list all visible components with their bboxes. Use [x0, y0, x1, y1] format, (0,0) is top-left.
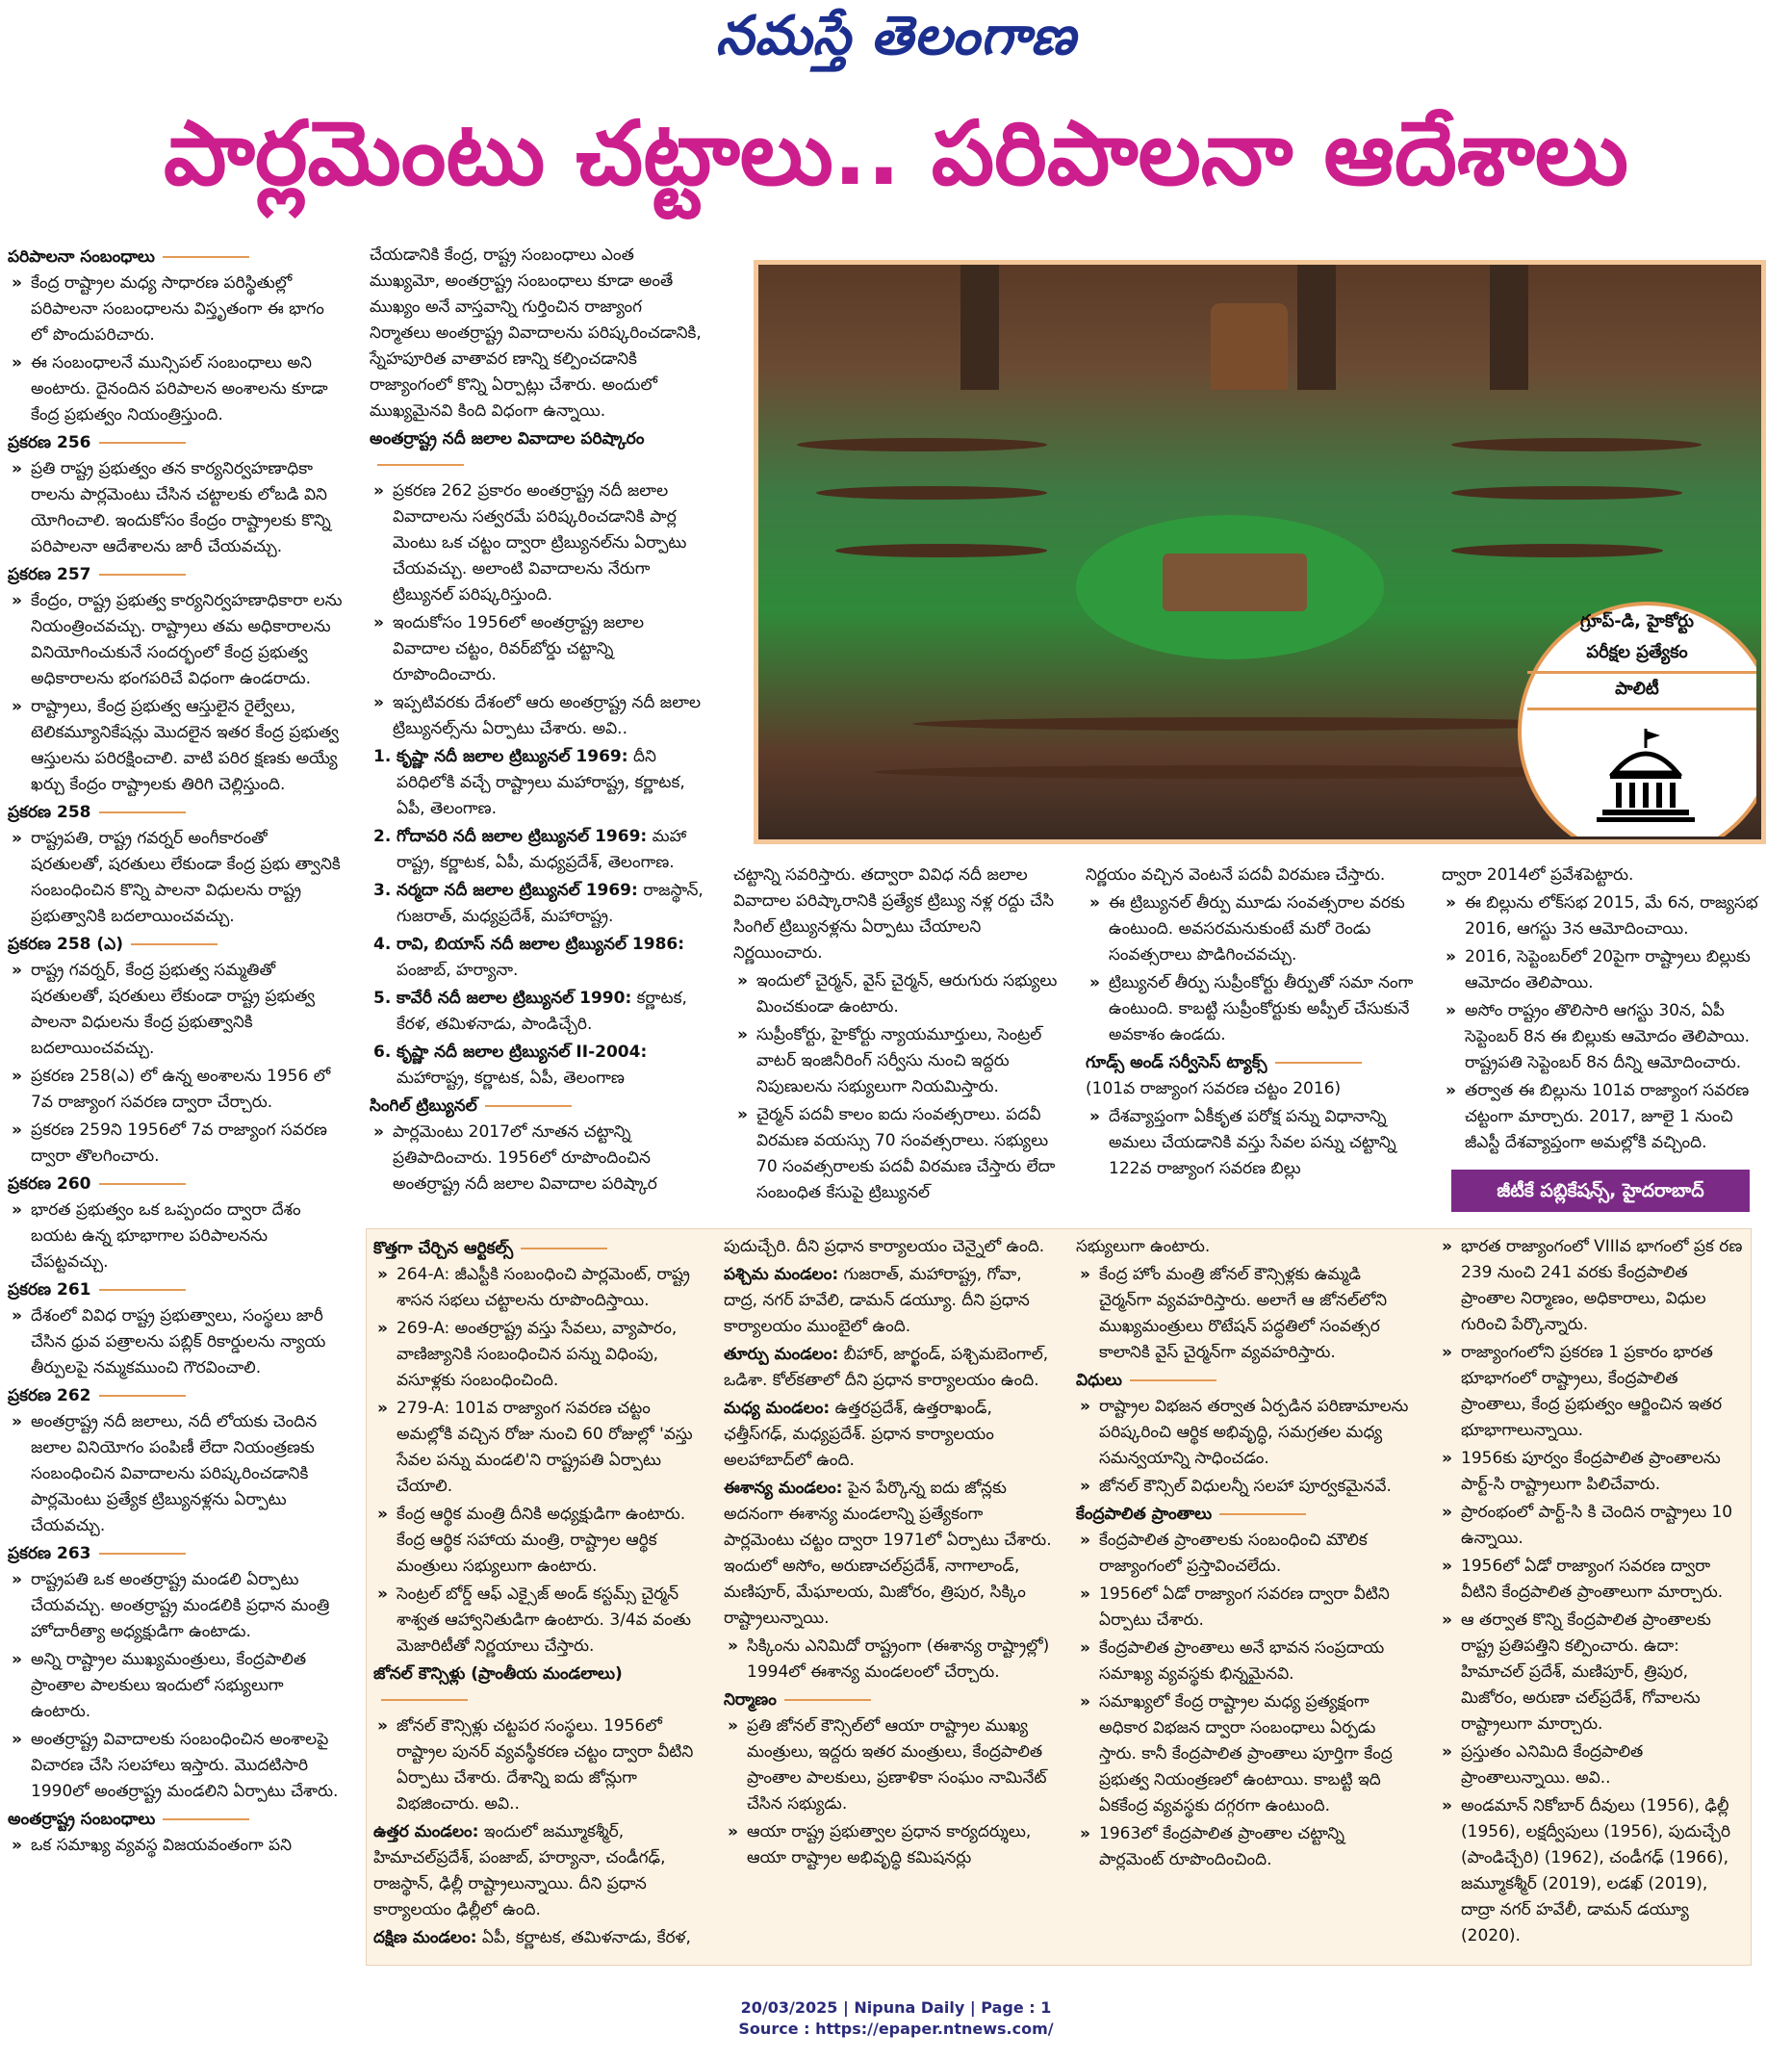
section-rule	[1130, 1379, 1216, 1381]
section-heading	[8, 430, 343, 456]
section-heading	[8, 800, 343, 826]
paragraph-key: దక్షిణ మండలం:	[373, 1928, 477, 1947]
section-heading	[370, 426, 704, 478]
bullet-item: » 1956లో ఏడో రాజ్యాంగ సవరణ ద్వారా వీటిని కేంద్రపాలిత ప్రాంతాలుగా మార్చారు.	[1438, 1554, 1746, 1606]
bullet-item: » సమాఖ్యలో కేంద్ర రాష్ట్రాల మధ్య ప్రత్యక్షంగా అధికార విభజన ద్వారా సంబంధాలు ఏర్పడు స్తారు. కానీ కేంద్రపాలిత ప్రాంతాలు పూర్తిగా కేంద్ర ప్రభుత్వ నియంత్రణలో ఉంటాయి. కాబట్టి ఇది ఏకకేంద్ర వ్యవస్థకు దగ్గరగా ఉంటుంది.	[1076, 1689, 1411, 1819]
bullet-item: » 2016, సెప్టెంబర్‌లో 20పైగా రాష్ట్రాలు బిల్లుకు ఆమోదం తెలిపాయి.	[1442, 944, 1759, 996]
section-heading-text: ప్రకరణ 256	[8, 433, 91, 452]
item-text: రాజస్థాన్, గుజరాత్, మధ్యప్రదేశ్, మహారాష్ట్ర.	[397, 881, 704, 926]
section-heading	[8, 1172, 343, 1197]
section-rule	[99, 574, 186, 576]
section-heading	[8, 1383, 343, 1409]
item-number: 5.	[373, 989, 392, 1008]
article-column-3	[733, 863, 1068, 1208]
publisher-credit: జీటీకే పబ్లికేషన్స్, హైదరాబాద్	[1451, 1170, 1750, 1212]
section-rule	[1275, 1062, 1362, 1064]
section-heading	[370, 1094, 704, 1120]
bullet-item: » ఒక సమాఖ్య వ్యవస్థ విజయవంతంగా పని	[8, 1833, 343, 1859]
bullet-item: » రాష్ట్రాల విభజన తర్వాత ఏర్పడిన పరిణామాలను పరిష్కరించి ఆర్థిక అభివృద్ధి, సమగ్రతల మధ్య సమన్వయాన్ని సాధించడం.	[1076, 1394, 1411, 1472]
section-heading	[8, 932, 343, 958]
bullet-item: » అండమాన్ నికోబార్ దీవులు (1956), ఢిల్లీ (1956), లక్షద్వీపులు (1956), పుదుచ్చేరి (పాండిచ్చేరి) (1962), చండీగఢ్ (1966), జమ్మూకశ్మీర్ (2019), లడఖ్ (2019), దాద్రా నగర్ హవేలీ, డామన్ డయ్యూ (2020).	[1438, 1793, 1746, 1949]
section-rule	[377, 464, 464, 466]
section-rule	[99, 1395, 186, 1397]
section-heading-text: ప్రకరణ 263	[8, 1544, 91, 1563]
bullet-item: » దేశవ్యాప్తంగా ఏకీకృత పరోక్ష పన్ను విధానాన్ని అమలు చేయడానికి వస్తు సేవల పన్ను చట్టాన్ని 122వ రాజ్యాంగ సవరణ బిల్లు	[1086, 1104, 1421, 1182]
article-column-1	[8, 243, 343, 1861]
numbered-item	[370, 986, 704, 1038]
info-box-column-4	[1438, 1234, 1746, 1951]
bullet-item: » కేంద్ర రాష్ట్రాల మధ్య సాధారణ పరిస్థితుల్లో పరిపాలనా సంబంధాలను విస్తృతంగా ఈ భాగం లో పొందుపరిచారు.	[8, 270, 343, 348]
section-rule	[521, 1248, 607, 1249]
bullet-item: » కేంద్ర హోం మంత్రి జోనల్ కౌన్సిళ్లకు ఉమ్మడి చైర్మన్‌గా వ్యవహరిస్తారు. అలాగే ఆ జోనల్‌లోని ముఖ్యమంత్రులు రొటేషన్ పద్ధతిలో సంవత్సర కాలానికి వైస్ చైర్మన్‌గా వ్యవహరిస్తారు.	[1076, 1262, 1411, 1366]
key-paragraph	[724, 1396, 1053, 1474]
bullet-item: » అంతర్రాష్ట్ర వివాదాలకు సంబంధించిన అంశాలపై విచారణ చేసి సలహాలు ఇస్తారు. మొదటిసారి 1990లో అంతర్రాష్ట్ర మండలిని ఏర్పాటు చేశారు.	[8, 1727, 343, 1805]
section-heading	[8, 562, 343, 588]
section-heading-text: ప్రకరణ 258 (ఎ)	[8, 935, 124, 954]
bullet-item: » ఈ సంబంధాలనే మున్సిపల్ సంబంధాలు అని అంటారు. దైనందిన పరిపాలన అంశాలను కూడా కేంద్ర ప్రభుత్వం నియంత్రిస్తుంది.	[8, 350, 343, 428]
info-box-column-3	[1076, 1234, 1411, 1875]
bullet-item: » భారత రాజ్యాంగంలో VIIIవ భాగంలో ప్రక రణ 239 నుంచి 241 వరకు కేంద్రపాలిత ప్రాంతాల నిర్మాణం, అధికారాలు, విధుల గురించి పేర్కొన్నారు.	[1438, 1234, 1746, 1338]
bullet-item: » 279-A: 101వ రాజ్యాంగ సవరణ చట్టం అమల్లోకి వచ్చిన రోజు నుంచి 60 రోజుల్లో 'వస్తు సేవల పన్ను మండలి'ని రాష్ట్రపతి ఏర్పాటు చేయాలి.	[373, 1396, 703, 1500]
item-number: 3.	[373, 881, 392, 900]
item-text: మహా రాష్ట్ర, కర్ణాటక, ఏపీ, మధ్యప్రదేశ్, తెలంగాణ.	[397, 827, 687, 872]
bullet-item: » ప్రారంభంలో పార్ట్-సి కి చెందిన రాష్ట్రాలు 10 ఉన్నాయి.	[1438, 1500, 1746, 1552]
section-heading-text: ప్రకరణ 261	[8, 1280, 91, 1300]
section-heading	[8, 245, 343, 270]
paragraph: సభ్యులుగా ఉంటారు.	[1076, 1237, 1211, 1256]
bullet-item: » ఆ తర్వాత కొన్ని కేంద్రపాలిత ప్రాంతాలకు రాష్ట్ర ప్రతిపత్తిని కల్పించారు. ఉదా: హిమాచల్ ప్రదేశ్, మణిపూర్, త్రిపుర, మిజోరం, అరుణా చల్‌ప్రదేశ్, గోవాలను రాష్ట్రాలుగా మార్చారు.	[1438, 1608, 1746, 1738]
section-badge	[1518, 602, 1756, 837]
section-heading-text: ప్రకరణ 258	[8, 803, 91, 822]
section-rule	[131, 943, 218, 945]
footer-source-line: Source : https://epaper.ntnews.com/	[738, 2020, 1054, 2038]
item-number: 2.	[373, 827, 392, 846]
section-heading	[1076, 1502, 1411, 1528]
bullet-item: » అంతర్రాష్ట్ర నదీ జలాలు, నదీ లోయకు చెందిన జలాల వినియోగం పంపిణీ లేదా నియంత్రణకు సంబంధించిన వివాదాలను పరిష్కరించడానికి పార్లమెంటు ప్రత్యేక ట్రిబ్యునళ్లను ఏర్పాటు చేయవచ్చు.	[8, 1409, 343, 1539]
bullet-item: » రాష్ట్రపతి ఒక అంతర్రాష్ట్ర మండలి ఏర్పాటు చేయవచ్చు. అంతర్రాష్ట్ర మండలికి ప్రధాన మంత్రి హోదారీత్యా అధ్యక్షుడిగా ఉంటాడు.	[8, 1567, 343, 1645]
bullet-item: » తర్వాత ఈ బిల్లును 101వ రాజ్యాంగ సవరణ చట్టంగా మార్చారు. 2017, జూలై 1 నుంచి జీఎస్టీ దేశవ్యాప్తంగా అమల్లోకి వచ్చింది.	[1442, 1078, 1759, 1156]
key-paragraph	[724, 1476, 1053, 1632]
parliament-building-icon	[1593, 727, 1699, 823]
paragraph: ద్వారా 2014లో ప్రవేశపెట్టారు.	[1442, 865, 1634, 885]
section-rule	[163, 1818, 249, 1820]
bullet-item: » ప్రకరణ 259ని 1956లో 7వ రాజ్యాంగ సవరణ ద్వారా తొలగించారు.	[8, 1118, 343, 1170]
section-heading-text: ప్రకరణ 260	[8, 1174, 91, 1194]
bullet-item: » జోనల్ కౌన్సిళ్లు చట్టపర సంస్థలు. 1956లో రాష్ట్రాల పునర్ వ్యవస్థీకరణ చట్టం ద్వారా వీటిని ఏర్పాటు చేశారు. దేశాన్ని ఐదు జోన్లుగా విభజించారు. అవి..	[373, 1713, 703, 1817]
numbered-item	[370, 932, 704, 984]
bullet-item: » ఆయా రాష్ట్ర ప్రభుత్వాల ప్రధాన కార్యదర్శులు, ఆయా రాష్ట్రాల అభివృద్ధి కమిషనర్లు	[724, 1819, 1053, 1871]
numbered-item	[370, 824, 704, 876]
bullet-item: » ప్రకరణ 262 ప్రకారం అంతర్రాష్ట్ర నదీ జలాల వివాదాలను సత్వరమే పరిష్కరించడానికి పార్ల మెంటు ఒక చట్టం ద్వారా ట్రిబ్యునల్‌ను ఏర్పాటు చేయవచ్చు. అలాంటి వివాదాలను నేరుగా ట్రిబ్యునల్ పరిష్కరిస్తుంది.	[370, 478, 704, 608]
section-heading-text: జోనల్ కౌన్సిళ్లు (ప్రాంతీయ మండలాలు)	[373, 1664, 623, 1684]
bullet-item: » రాజ్యాంగంలోని ప్రకరణ 1 ప్రకారం భారత భూభాగంలో రాష్ట్రాలు, కేంద్రపాలిత ప్రాంతాలు, కేంద్ర ప్రభుత్వం ఆర్జించిన ఇతర భూభాగాలున్నాయి.	[1438, 1340, 1746, 1444]
paragraph-key: ఈశాన్య మండలం:	[724, 1479, 843, 1498]
bullet-item: » ఇందులో చైర్మన్, వైస్ చైర్మన్, ఆరుగురు సభ్యులు మించకుండా ఉంటారు.	[733, 968, 1068, 1020]
footer-date-line: 20/03/2025 | Nipuna Daily | Page : 1	[740, 1998, 1052, 2017]
section-rule	[99, 1289, 186, 1291]
paragraph: చేయడానికి కేంద్ర, రాష్ట్ర సంబంధాలు ఎంత ముఖ్యమో, అంతర్రాష్ట్ర సంబంధాలు కూడా అంతే ముఖ్యం అనే వాస్తవాన్ని గుర్తించిన రాజ్యాంగ నిర్మాతలు అంతర్రాష్ట్ర వివాదాలను పరిష్కరించడానికి, స్నేహపూరిత వాతావర ణాన్ని కల్పించడానికి రాజ్యాంగంలో కొన్ని ఏర్పాట్లు చేశారు. అందులో ముఖ్యమైనవి కింది విధంగా ఉన్నాయి.	[370, 245, 702, 421]
item-key: రావి, బియాస్ నదీ జలాల ట్రిబ్యునల్ 1986:	[397, 935, 685, 954]
section-heading-text: విధులు	[1076, 1371, 1122, 1390]
paragraph-text: ఇందులో జమ్మూకశ్మీర్, హిమాచల్‌ప్రదేశ్, పంజాబ్, హర్యానా, చండీగఢ్, రాజస్థాన్, ఢిల్లీ రాష్ట్రాలున్నాయి. దీని ప్రధాన కార్యాలయం ఢిల్లీలో ఉంది.	[373, 1822, 666, 1919]
article-column-5	[1442, 863, 1759, 1158]
section-heading-text: నిర్మాణం	[724, 1690, 777, 1710]
item-text: కర్ణాటక, కేరళ, తమిళనాడు, పాండిచ్చేరి.	[397, 989, 687, 1034]
section-heading-text: అంతర్రాష్ట్ర సంబంధాలు	[8, 1810, 156, 1829]
badge-line-2: పరీక్షల ప్రత్యేకం	[1586, 642, 1688, 662]
bullet-item: » ఈ ట్రిబ్యునల్ తీర్పు మూడు సంవత్సరాల వరకు ఉంటుంది. అవసరమనుకుంటే మరో రెండు సంవత్సరాలు పొడిగించవచ్చు.	[1086, 890, 1421, 968]
item-key: కృష్ణా నదీ జలాల ట్రిబ్యునల్ II-2004:	[397, 1043, 648, 1062]
section-heading	[8, 1807, 343, 1833]
section-heading	[8, 1541, 343, 1567]
item-number: 4.	[373, 935, 392, 954]
item-key: కృష్ణా నదీ జలాల ట్రిబ్యునల్ 1969:	[397, 747, 628, 766]
section-heading	[1086, 1050, 1421, 1076]
section-rule	[163, 256, 249, 258]
item-text: పంజాబ్, హర్యానా.	[397, 961, 519, 980]
info-box-column-2	[724, 1234, 1053, 1873]
key-paragraph	[373, 1819, 703, 1923]
section-rule	[1219, 1513, 1306, 1515]
bullet-item: » అన్ని రాష్ట్రాల ముఖ్యమంత్రులు, కేంద్రపాలిత ప్రాంతాల పాలకులు ఇందులో సభ్యులుగా ఉంటారు.	[8, 1647, 343, 1725]
paragraph-text: బీహార్, జార్ఖండ్, పశ్చిమబెంగాల్, ఒడిశా. కోల్‌కతాలో దీని ప్రధాన కార్యాలయం ఉంది.	[724, 1345, 1049, 1390]
section-rule	[784, 1699, 871, 1701]
bullet-item: » ప్రతి జోనల్ కౌన్సిల్‌లో ఆయా రాష్ట్రాల ముఖ్య మంత్రులు, ఇద్దరు ఇతర మంత్రులు, కేంద్రపాలిత ప్రాంతాల పాలకులు, ప్రణాళికా సంఘం నామినేట్ చేసిన సభ్యుడు.	[724, 1713, 1053, 1817]
paragraph-key: తూర్పు మండలం:	[724, 1345, 839, 1364]
badge-line-1: గ్రూప్-డి, హైకోర్టు	[1579, 611, 1695, 631]
section-rule	[99, 811, 186, 813]
section-rule	[99, 442, 186, 444]
bullet-item: » పార్లమెంటు 2017లో నూతన చట్టాన్ని ప్రతిపాదించారు. 1956లో రూపొందించిన అంతర్రాష్ట్ర నదీ జలాల వివాదాల పరిష్కార	[370, 1120, 704, 1197]
bullet-item: » ఈ బిల్లును లోక్‌సభ 2015, మే 6న, రాజ్యసభ 2016, ఆగస్టు 3న ఆమోదించాయి.	[1442, 890, 1759, 942]
numbered-item	[370, 878, 704, 930]
bullet-item: » ఇందుకోసం 1956లో అంతర్రాష్ట్ర జలాల వివాదాల చట్టం, రివర్‌బోర్డు చట్టాన్ని రూపొందించారు.	[370, 610, 704, 688]
item-text: దీని పరిధిలోకి వచ్చే రాష్ట్రాలు మహారాష్ట్ర, కర్ణాటక, ఏపీ, తెలంగాణ.	[397, 747, 685, 818]
bullet-item: » అసోం రాష్ట్రం తొలిసారి ఆగస్టు 30న, ఏపీ సెప్టెంబర్ 8న ఈ బిల్లుకు ఆమోదం తెలిపాయి. రాష్ట్రపతి సెప్టెంబర్ 8న దీన్ని ఆమోదించారు.	[1442, 998, 1759, 1076]
section-heading-text: ప్రకరణ 262	[8, 1386, 91, 1405]
section-heading-text: సింగిల్ ట్రిబ్యునల్	[370, 1096, 477, 1116]
item-number: 1.	[373, 747, 392, 766]
info-box-column-1	[373, 1234, 703, 1953]
bullet-item: » కేంద్రపాలిత ప్రాంతాలకు సంబంధించి మౌలిక రాజ్యాంగంలో ప్రస్తావించలేదు.	[1076, 1528, 1411, 1580]
bullet-item: » రాష్ట్రాలు, కేంద్ర ప్రభుత్వ ఆస్తులైన రైల్వేలు, టెలికమ్యూనికేషన్లు మొదలైన ఇతర కేంద్ర ప్రభుత్వ ఆస్తులను పరిరక్షించాలి. వాటి పరిర క్షణకు అయ్యే ఖర్చు కేంద్రం రాష్ట్రాలకు తిరిగి చెల్లిస్తుంది.	[8, 694, 343, 798]
paragraph-key: మధ్య మండలం:	[724, 1399, 831, 1418]
badge-line-3: పాలిటీ	[1615, 679, 1659, 699]
bullet-item: » రాష్ట్రపతి, రాష్ట్ర గవర్నర్ అంగీకారంతో షరతులతో, షరతులు లేకుండా కేంద్ర ప్రభు త్వానికి సంబంధించిన కొన్ని పాలనా విధులను రాష్ట్ర ప్రభుత్వానికి బదలాయించవచ్చు.	[8, 826, 343, 930]
bullet-item: » 269-A: అంతర్రాష్ట్ర వస్తు సేవలు, వ్యాపారం, వాణిజ్యానికి సంబంధించిన పన్ను విధింపు, వసూళ్లకు సంబంధించింది.	[373, 1316, 703, 1394]
bullet-item: » దేశంలో వివిధ రాష్ట్ర ప్రభుత్వాలు, సంస్థలు జారీ చేసిన ధ్రువ పత్రాలను పబ్లిక్ రికార్డులను న్యాయ తీర్పులపై నమ్మకముంచి గౌరవించాలి.	[8, 1303, 343, 1381]
section-heading-text: ప్రకరణ 257	[8, 565, 91, 584]
section-rule	[99, 1553, 186, 1555]
section-heading-text: అంతర్రాష్ట్ర నదీ జలాల వివాదాల పరిష్కారం	[370, 429, 645, 449]
paragraph-key: ఉత్తర మండలం:	[373, 1822, 479, 1841]
section-rule	[485, 1105, 572, 1107]
section-heading-text: పరిపాలనా సంబంధాలు	[8, 247, 155, 267]
bullet-item: » చైర్మన్ పదవీ కాలం ఐదు సంవత్సరాలు. పదవీ విరమణ వయస్సు 70 సంవత్సరాలు. సభ్యులు 70 సంవత్సరాలకు పదవీ విరమణ చేస్తారు లేదా సంబంధిత కేసుపై ట్రిబ్యునల్	[733, 1102, 1068, 1206]
bullet-item: » ప్రతి రాష్ట్ర ప్రభుత్వం తన కార్యనిర్వహణాధికా రాలను పార్లమెంటు చేసిన చట్టాలకు లోబడి విని యోగించాలి. ఇందుకోసం కేంద్రం రాష్ట్రాలకు కొన్ని పరిపాలనా ఆదేశాలను జారీ చేయవచ్చు.	[8, 456, 343, 560]
key-paragraph	[724, 1342, 1053, 1394]
item-key: కావేరీ నదీ జలాల ట్రిబ్యునల్ 1990:	[397, 989, 632, 1008]
item-text: మహారాష్ట్ర, కర్ణాటక, ఏపీ, తెలంగాణ	[397, 1069, 625, 1088]
bullet-item: » భారత ప్రభుత్వం ఒక ఒప్పందం ద్వారా దేశం బయట ఉన్న భూభాగాల పరిపాలనను చేపట్టవచ్చు.	[8, 1197, 343, 1275]
footer	[0, 1997, 1792, 2040]
masthead-logo: నమస్తే తెలంగాణ	[715, 4, 1077, 67]
key-paragraph	[724, 1262, 1053, 1340]
bullet-item: » ప్రస్తుతం ఎనిమిది కేంద్రపాలిత ప్రాంతాలున్నాయి. అవి..	[1438, 1739, 1746, 1791]
bullet-item: » సెంట్రల్ బోర్డ్ ఆఫ్ ఎక్సైజ్ అండ్ కస్టమ్స్ చైర్మన్ శాశ్వత ఆహ్వానితుడిగా ఉంటారు. 3/4వ వంతు మెజారిటీతో నిర్ణయాలు చేస్తారు.	[373, 1582, 703, 1660]
bullet-item: » సిక్కింను ఎనిమిదో రాష్ట్రంగా (ఈశాన్య రాష్ట్రాల్లో) 1994లో ఈశాన్య మండలంలో చేర్చారు.	[724, 1634, 1053, 1686]
paragraph-text: ఏపీ, కర్ణాటక, తమిళనాడు, కేరళ,	[476, 1928, 691, 1947]
section-heading-text: గూడ్స్ అండ్ సర్వీసెస్ ట్యాక్స్	[1086, 1053, 1267, 1072]
paragraph-text: గుజరాత్, మహారాష్ట్ర, గోవా, దాద్ర, నగర్ హవేలి, డామన్ డయ్యూ. దీని ప్రధాన కార్యాలయం ముంబైలో ఉంది.	[724, 1265, 1030, 1336]
section-heading-text: కేంద్రపాలిత ప్రాంతాలు	[1076, 1505, 1213, 1524]
numbered-item	[370, 744, 704, 822]
item-key: నర్మదా నదీ జలాల ట్రిబ్యునల్ 1969:	[397, 881, 638, 900]
bullet-item: » రాష్ట్ర గవర్నర్, కేంద్ర ప్రభుత్వ సమ్మతితో షరతులతో, షరతులు లేకుండా రాష్ట్ర ప్రభుత్వ పాలనా విధులను కేంద్ర ప్రభుత్వానికి బదలాయించవచ్చు.	[8, 958, 343, 1062]
section-heading	[724, 1687, 1053, 1713]
bullet-item: » ట్రిబ్యునల్ తీర్పు సుప్రీంకోర్టు తీర్పుతో సమా నంగా ఉంటుంది. కాబట్టి సుప్రీంకోర్టుకు అప్పీల్ చేసుకునే అవకాశం ఉండదు.	[1086, 970, 1421, 1048]
bullet-item: » జోనల్ కౌన్సిల్ విధులన్నీ సలహా పూర్వకమైనవే.	[1076, 1474, 1411, 1500]
bullet-item: » 1956లో ఏడో రాజ్యాంగ సవరణ ద్వారా వీటిని ఏర్పాటు చేశారు.	[1076, 1582, 1411, 1634]
bullet-item: » కేంద్రపాలిత ప్రాంతాలు అనే భావన సంప్రదాయ సమాఖ్య వ్యవస్థకు భిన్నమైనవి.	[1076, 1635, 1411, 1687]
bullet-item: » కేంద్రం, రాష్ట్ర ప్రభుత్వ కార్యనిర్వహణాధికారా లను నియంత్రించవచ్చు. రాష్ట్రాలు తమ అధికారాలను వినియోగించుకునే సందర్భంలో కేంద్ర ప్రభుత్వ అధికారాలను భంగపరిచే విధంగా ఉండరాదు.	[8, 588, 343, 692]
section-rule	[99, 1183, 186, 1185]
section-heading	[373, 1661, 703, 1713]
paragraph-text: ఉత్తరప్రదేశ్, ఉత్తరాఖండ్, ఛత్తీస్‌గఢ్, మధ్యప్రదేశ్. ప్రధాన కార్యాలయం అలహాబాద్‌లో ఉంది.	[724, 1399, 994, 1470]
bullet-item: » కేంద్ర ఆర్థిక మంత్రి దీనికి అధ్యక్షుడిగా ఉంటారు. కేంద్ర ఆర్థిక సహాయ మంత్రి, రాష్ట్రాల ఆర్థిక మంత్రులు సభ్యులుగా ఉంటారు.	[373, 1502, 703, 1580]
paragraph: నిర్ణయం వచ్చిన వెంటనే పదవీ విరమణ చేస్తారు.	[1086, 865, 1386, 885]
article-column-2	[370, 243, 704, 1199]
bullet-item: » 264-A: జీఎస్టీకి సంబంధించి పార్లమెంట్, రాష్ట్ర శాసన సభలు చట్టాలను రూపొందిస్తాయి.	[373, 1262, 703, 1314]
item-key: గోదావరి నదీ జలాల ట్రిబ్యునల్ 1969:	[397, 827, 648, 846]
bullet-item: » ప్రకరణ 258(ఎ) లో ఉన్న అంశాలను 1956 లో 7వ రాజ్యాంగ సవరణ ద్వారా చేర్చారు.	[8, 1064, 343, 1116]
section-rule	[381, 1699, 468, 1701]
paragraph-text: పైన పేర్కొన్న ఐదు జోన్లకు అదనంగా ఈశాన్య మండలాన్ని ప్రత్యేకంగా పార్లమెంటు చట్టం ద్వారా 1971లో ఏర్పాటు చేశారు. ఇందులో అసోం, అరుణాచల్‌ప్రదేశ్, నాగాలాండ్, మణిపూర్, మేఘాలయ, మిజోరం, త్రిపుర, సిక్కిం రాష్ట్రాలున్నాయి.	[724, 1479, 1052, 1628]
paragraph: పుదుచ్చేరి. దీని ప్రధాన కార్యాలయం చెన్నైలో ఉంది.	[724, 1237, 1045, 1256]
numbered-item	[370, 1040, 704, 1092]
section-heading	[1076, 1368, 1411, 1394]
section-heading-text: కొత్తగా చేర్చిన ఆర్టికల్స్	[373, 1239, 514, 1258]
section-heading	[8, 1277, 343, 1303]
bullet-item: » ఇప్పటివరకు దేశంలో ఆరు అంతర్రాష్ట్ర నదీ జలాల ట్రిబ్యునల్స్‌ను ఏర్పాటు చేశారు. అవి..	[370, 690, 704, 742]
section-heading	[373, 1236, 703, 1262]
bullet-item: » 1963లో కేంద్రపాలిత ప్రాంతాల చట్టాన్ని పార్లమెంట్ రూపొందించింది.	[1076, 1821, 1411, 1873]
paragraph: (101వ రాజ్యాంగ సవరణ చట్టం 2016)	[1086, 1079, 1342, 1098]
key-paragraph	[373, 1925, 703, 1951]
page-headline: పార్లమెంటు చట్టాలు.. పరిపాలనా ఆదేశాలు	[164, 102, 1628, 205]
paragraph-key: పశ్చిమ మండలం:	[724, 1265, 839, 1284]
bullet-item: » సుప్రీంకోర్టు, హైకోర్టు న్యాయమూర్తులు, సెంట్రల్ వాటర్ ఇంజినీరింగ్ సర్వీసు నుంచి ఇద్దరు నిపుణులను సభ్యులుగా నియమిస్తారు.	[733, 1022, 1068, 1100]
article-column-4	[1086, 863, 1421, 1184]
item-number: 6.	[373, 1043, 392, 1062]
bullet-item: » 1956కు పూర్వం కేంద్రపాలిత ప్రాంతాలను పార్ట్-సి రాష్ట్రాలుగా పిలిచేవారు.	[1438, 1446, 1746, 1498]
paragraph: చట్టాన్ని సవరిస్తారు. తద్వారా వివిధ నదీ జలాల వివాదాల పరిష్కారానికి ప్రత్యేక ట్రిబ్యు నళ్ల రద్దు చేసి సింగిల్ ట్రిబ్యునళ్లను ఏర్పాటు చేయాలని నిర్ణయించారు.	[733, 865, 1055, 963]
